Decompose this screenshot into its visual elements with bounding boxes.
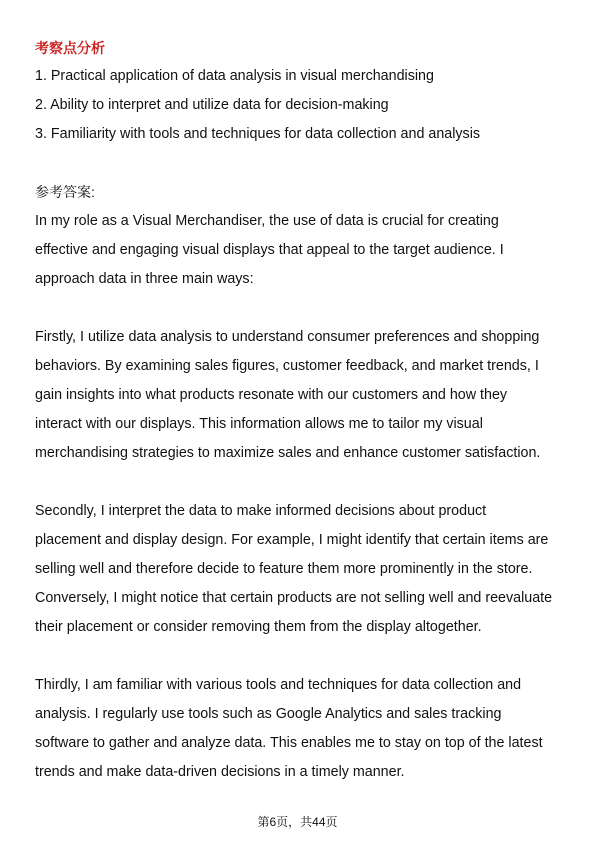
paragraph-gap — [35, 294, 565, 323]
answer-paragraph-intro — [35, 207, 565, 294]
answer-paragraph-secondly — [35, 497, 565, 642]
paragraph-line: merchandising strategies to maximize sales and enhance customer satisfaction. — [35, 445, 541, 461]
section-heading: 考察点分析 — [35, 40, 105, 56]
paragraph-line: Thirdly, I am familiar with various tools and techniques for data collection and — [35, 677, 522, 693]
paragraph-gap — [35, 468, 565, 497]
paragraph-line: interact with our displays. This information allows me to tailor my visual — [35, 416, 483, 432]
paragraph-line: analysis. I regularly use tools such as Google Analytics and sales tracking — [35, 706, 502, 722]
paragraph-line: Firstly, I utilize data analysis to understand consumer preferences and shopping — [35, 329, 540, 345]
paragraph-line: software to gather and analyze data. This enables me to stay on top of the latest — [35, 735, 543, 751]
paragraph-line: their placement or consider removing them from the display altogether. — [35, 619, 482, 635]
section-gap — [35, 149, 565, 178]
paragraph-line: trends and make data-driven decisions in a timely manner. — [35, 764, 405, 780]
paragraph-line: gain insights into what products resonate with our customers and how they — [35, 387, 508, 403]
paragraph-line: effective and engaging visual displays that appeal to the target audience. I — [35, 242, 504, 258]
assessment-point: 1. Practical application of data analysis in visual merchandising — [35, 68, 434, 84]
paragraph-line: Conversely, I might notice that certain products are not selling well and reevaluate — [35, 590, 553, 606]
paragraph-line: Secondly, I interpret the data to make informed decisions about product — [35, 503, 487, 519]
answer-title: 参考答案: — [35, 184, 95, 200]
paragraph-line: approach data in three main ways: — [35, 271, 254, 287]
assessment-point: 2. Ability to interpret and utilize data for decision-making — [35, 97, 389, 113]
paragraph-line: selling well and therefore decide to feature them more prominently in the store. — [35, 561, 533, 577]
answer-paragraph-thirdly — [35, 671, 565, 787]
page-content — [35, 34, 565, 787]
paragraph-gap — [35, 642, 565, 671]
assessment-points-list — [35, 62, 565, 149]
answer-paragraph-firstly — [35, 323, 565, 468]
page-number-footer: 第6页，共44页 — [257, 815, 338, 829]
paragraph-line: In my role as a Visual Merchandiser, the use of data is crucial for creating — [35, 213, 499, 229]
paragraph-line: placement and display design. For example, I might identify that certain items are — [35, 532, 549, 548]
paragraph-line: behaviors. By examining sales figures, customer feedback, and market trends, I — [35, 358, 539, 374]
assessment-point: 3. Familiarity with tools and techniques for data collection and analysis — [35, 126, 481, 142]
